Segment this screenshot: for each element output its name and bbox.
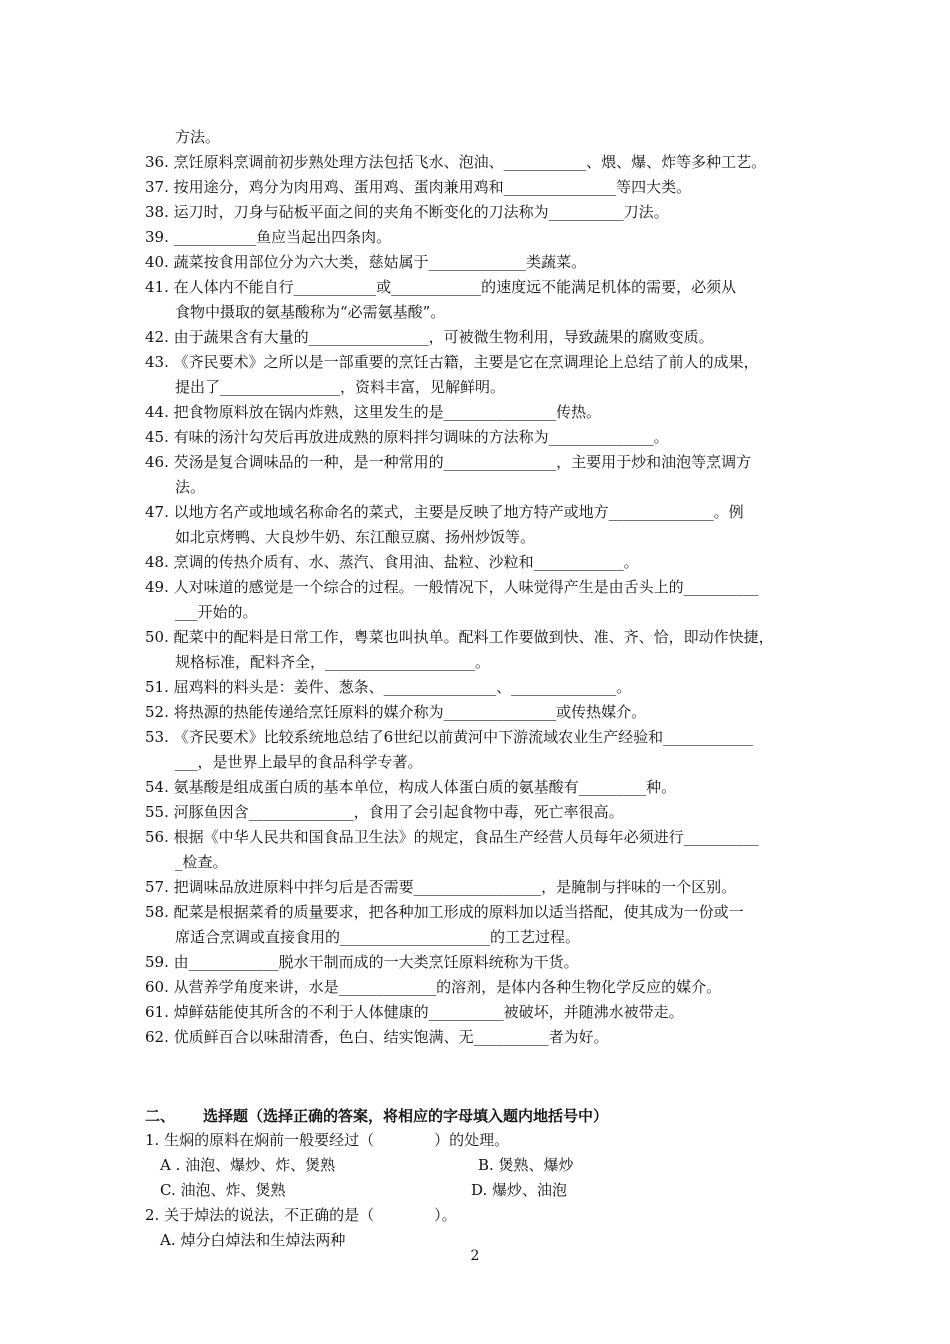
- question-36: 36. 烹饪原料烹调前初步熟处理方法包括飞水、泡油、___________、煨、爆、炸等多种工艺。: [145, 153, 767, 171]
- question-43: 43. 《齐民要术》之所以是一部重要的烹饪古籍，主要是它在烹调理论上总结了前人的成果，: [145, 353, 759, 371]
- question-52: 52. 将热源的热能传递给烹饪原料的媒介称为_______________或传热媒介。: [145, 703, 647, 721]
- question-35-continuation: 方法。: [175, 128, 221, 146]
- question-53: 53. 《齐民要术》比较系统地总结了6世纪以前黄河中下游流域农业生产经验和____________: [145, 728, 754, 746]
- question-49: 49. 人对味道的感觉是一个综合的过程。一般情况下，人味觉得产生是由舌头上的__________: [145, 578, 759, 596]
- question-48: 48. 烹调的传热介质有、水、蒸汽、食用油、盐粒、沙粒和____________。: [145, 553, 639, 571]
- question-47: 47. 以地方名产或地域名称命名的菜式，主要是反映了地方特产或地方______________。例: [145, 503, 744, 521]
- question-41-continuation: 食物中摄取的氨基酸称为“必需氨基酸”。: [175, 303, 446, 321]
- question-50: 50. 配菜中的配料是日常工作，粤菜也叫执单。配料工作要做到快、准、齐、恰，即动作快捷，: [145, 628, 774, 646]
- section-heading: [145, 1105, 608, 1126]
- choice-question-2: 2. 关于焯法的说法，不正确的是（ ）。: [145, 1206, 457, 1224]
- choice-1-option-a: A . 油泡、爆炒、炸、煲熟: [160, 1156, 336, 1174]
- choice-question-1: 1. 生焖的原料在焖前一般要经过（ ）的处理。: [145, 1131, 510, 1149]
- question-43-continuation: 提出了________________，资料丰富，见解鲜明。: [175, 378, 506, 396]
- question-56-continuation: _检查。: [175, 853, 228, 871]
- choice-1-option-b: B. 煲熟、爆炒: [478, 1156, 574, 1174]
- question-62: 62. 优质鲜百合以味甜清香，色白、结实饱满、无__________者为好。: [145, 1028, 609, 1046]
- question-45: 45. 有味的汤汁勾芡后再放进成熟的原料拌匀调味的方法称为______________。: [145, 428, 669, 446]
- question-50-continuation: 规格标准，配料齐全，____________________。: [175, 653, 491, 671]
- question-58-continuation: 席适合烹调或直接食用的____________________的工艺过程。: [175, 928, 581, 946]
- question-58: 58. 配菜是根据菜肴的质量要求，把各种加工形成的原料加以适当搭配，使其成为一份或一: [145, 903, 744, 921]
- question-41: 41. 在人体内不能自行___________或____________的速度远不能满足机体的需要，必须从: [145, 278, 737, 296]
- page-number: 2: [470, 1248, 480, 1264]
- section-number: 二、: [145, 1107, 176, 1125]
- question-57: 57. 把调味品放进原料中拌匀后是否需要_________________，是腌制与拌味的一个区别。: [145, 878, 737, 896]
- question-46: 46. 芡汤是复合调味品的一种，是一种常用的_______________，主要用于炒和油泡等烹调方: [145, 453, 752, 471]
- choice-1-option-c: C. 油泡、炸、煲熟: [160, 1181, 286, 1199]
- question-49-continuation: ___开始的。: [175, 603, 258, 621]
- question-51: 51. 屈鸡料的料头是：姜件、葱条、_______________、______________。: [145, 678, 632, 696]
- question-44: 44. 把食物原料放在锅内炸熟，这里发生的是_______________传热。: [145, 403, 602, 421]
- question-61: 61. 焯鲜菇能使其所含的不利于人体健康的__________被破坏，并随沸水被带走。: [145, 1003, 684, 1021]
- question-38: 38. 运刀时，刀身与砧板平面之间的夹角不断变化的刀法称为__________刀法。: [145, 203, 669, 221]
- question-54: 54. 氨基酸是组成蛋白质的基本单位，构成人体蛋白质的氨基酸有_________种。: [145, 778, 677, 796]
- question-46-continuation: 法。: [175, 478, 206, 496]
- question-37: 37. 按用途分，鸡分为肉用鸡、蛋用鸡、蛋肉兼用鸡和_______________等四大类。: [145, 178, 692, 196]
- choice-2-option-a: A. 焯分白焯法和生焯法两种: [160, 1231, 346, 1249]
- question-39: 39. ___________鱼应当起出四条肉。: [145, 228, 392, 246]
- question-59: 59. 由____________脱水干制而成的一大类烹饪原料统称为干货。: [145, 953, 579, 971]
- question-56: 56. 根据《中华人民共和国食品卫生法》的规定，食品生产经营人员每年必须进行__________: [145, 828, 759, 846]
- question-47-continuation: 如北京烤鸭、大良炒牛奶、东江酿豆腐、扬州炒饭等。: [175, 528, 536, 546]
- choice-1-option-d: D. 爆炒、油泡: [471, 1181, 568, 1199]
- question-55: 55. 河豚鱼因含______________，食用了会引起食物中毒，死亡率很高。: [145, 803, 624, 821]
- question-40: 40. 蔬菜按食用部位分为六大类，慈姑属于_____________类蔬菜。: [145, 253, 587, 271]
- question-60: 60. 从营养学角度来讲，水是_____________的溶剂，是体内各种生物化学反应的媒介。: [145, 978, 722, 996]
- section-title: 选择题（选择正确的答案，将相应的字母填入题内地括号中）: [203, 1107, 609, 1125]
- question-53-continuation: ___，是世界上最早的食品科学专著。: [175, 753, 423, 771]
- question-42: 42. 由于蔬果含有大量的________________，可被微生物利用，导致蔬果的腐败变质。: [145, 328, 714, 346]
